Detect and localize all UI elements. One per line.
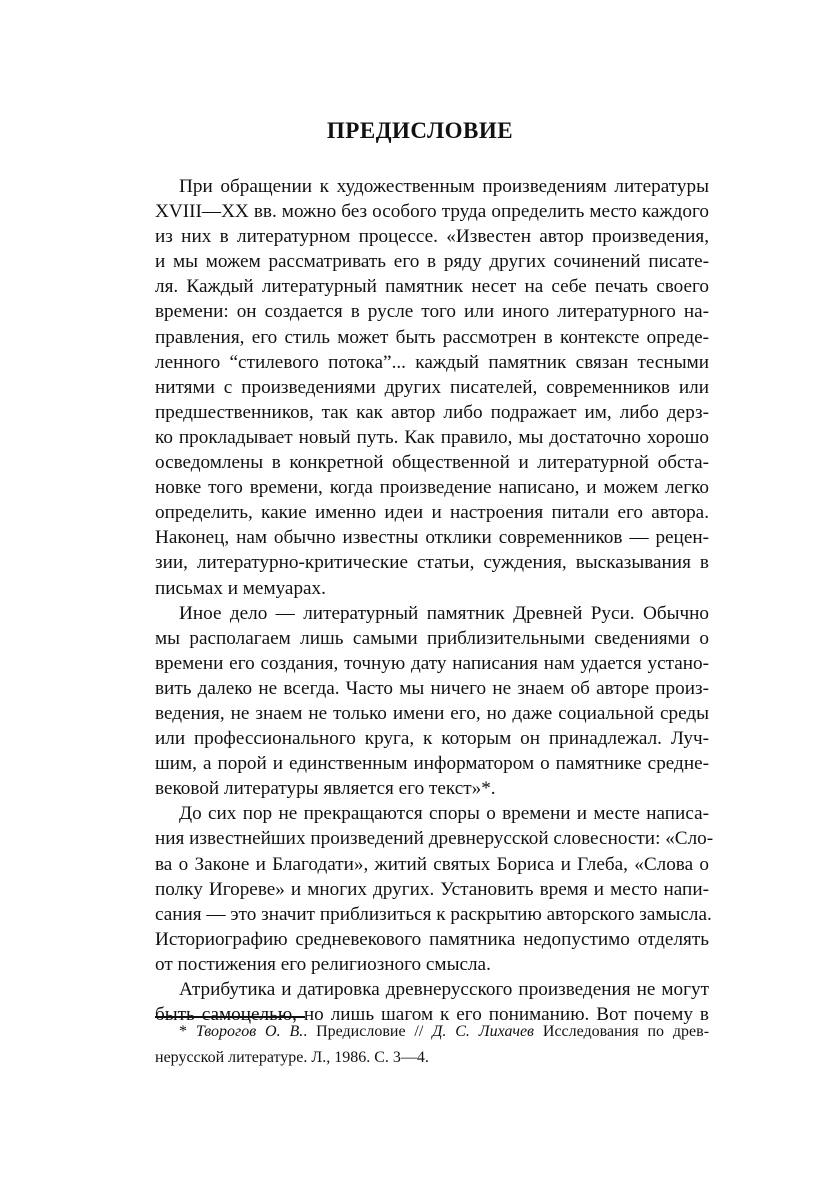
text-line: ния известнейших произведений древнерусской словесности: «Сло- [155, 828, 714, 850]
footnote-text: Исследования по древ- [534, 1023, 710, 1040]
text-line: времени его создания, точную дату написания нам удается устано- [155, 652, 709, 674]
text-line: мы располагаем лишь самыми приблизительными сведениями о [155, 627, 709, 649]
text-line: Историографию средневекового памятника недопустимо отделять [155, 928, 709, 950]
paragraph [155, 174, 709, 601]
text-line: определить, какие именно идеи и настроения питали его автора. [155, 502, 709, 524]
paragraph [155, 801, 714, 977]
text-line: времени: он создается в русле того или иного литературного на- [155, 301, 709, 323]
text-line: ля. Каждый литературный памятник несет на себе печать своего [155, 276, 709, 298]
main-text [155, 174, 714, 1027]
text-line: или профессионального круга, к которым он принадлежал. Луч- [155, 728, 709, 750]
text-line: от постижения его религиозного смысла. [155, 953, 491, 975]
text-line: из них в литературном процессе. «Известен автор произведения, [155, 226, 709, 248]
text-line: новке того времени, когда произведение написано, и можем легко [155, 477, 709, 499]
text-line: вить далеко не всегда. Часто мы ничего не знаем об авторе произ- [155, 677, 709, 699]
footnote [155, 1019, 709, 1071]
text-line: и мы можем рассматривать его в ряду других сочинений писате- [155, 251, 709, 273]
footnote-line: нерусской литературе. Л., 1986. С. 3—4. [155, 1049, 429, 1066]
text-line: При обращении к художественным произведениям литературы [179, 176, 709, 197]
text-line: ведения, не знаем не только имени его, но даже социальной среды [155, 702, 709, 724]
footnote-editor: Д. С. Лихачев [432, 1023, 535, 1040]
footnote-divider [155, 1016, 305, 1018]
text-line: письмах и мемуарах. [155, 577, 326, 599]
text-line: предшественников, так как автор либо подражает им, либо дерз- [155, 401, 709, 423]
text-line: ва о Законе и Благодати», житий святых Бориса и Глеба, «Слова о [155, 853, 709, 875]
text-line: вековой литературы является его текст»*. [155, 778, 496, 800]
text-line: полку Игореве» и многих других. Установить время и место напи- [155, 878, 709, 900]
footnote-text: . Предисловие // [303, 1023, 433, 1040]
text-line: До сих пор не прекращаются споры о времени и месте написа- [179, 803, 709, 825]
text-line: XVIII—XX вв. можно без особого труда определить место каждого [155, 201, 709, 223]
text-line: шим, а порой и единственным информатором о памятнике средне- [155, 753, 709, 775]
text-line: осведомлены в конкретной общественной и литературной обста- [155, 452, 709, 474]
text-line: Наконец, нам обычно известны отклики современников — рецен- [155, 527, 709, 549]
text-line: ленного “стилевого потока”... каждый памятник связан тесными [155, 351, 709, 373]
footnote-marker: * [179, 1023, 187, 1040]
text-line: зии, литературно-критические статьи, суждения, высказывания в [155, 552, 709, 574]
text-line: ко прокладывает новый путь. Как правило, мы достаточно хорошо [155, 426, 709, 448]
text-line: сания — это значит приблизиться к раскрытию авторского замысла. [155, 903, 712, 925]
text-line: правления, его стиль может быть рассмотрен в контексте опреде- [155, 326, 709, 348]
page-title: ПРЕДИСЛОВИЕ [326, 118, 514, 143]
footnote-author: Творогов О. В. [195, 1023, 304, 1040]
text-line: Атрибутика и датировка древнерусского произведения не могут [179, 979, 709, 1000]
paragraph [155, 601, 709, 802]
text-line: Иное дело — литературный памятник Древней Руси. Обычно [179, 602, 709, 624]
text-line: нитями с произведениями других писателей, современников или [155, 376, 709, 398]
text-line: быть самоцелью, но лишь шагом к его пониманию. Вот почему в [155, 1004, 709, 1026]
